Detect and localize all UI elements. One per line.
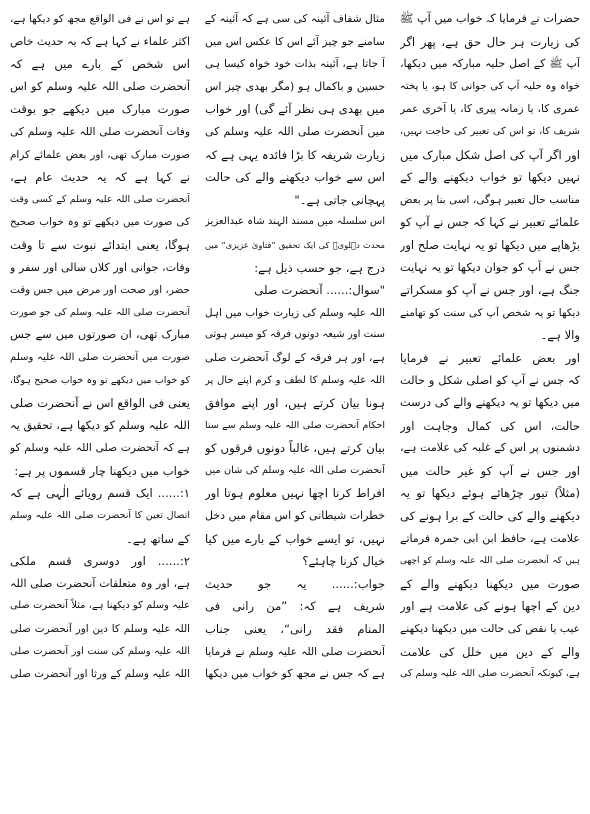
text-line: ہونا بیان کرتے ہیں، اور اپنے موافق (205, 396, 385, 411)
text-line: آنحضرت صلی اللہ علیہ وسلم کو اس (10, 79, 190, 93)
text-line: اس شخص کے بارے میں ہے کہ (10, 57, 190, 72)
text-line: اللہ علیہ وسلم کا لطف و کرم اپنے حال پر (205, 374, 385, 386)
text-line: اللہ علیہ وسلم کے ورثا اور آنحضرت صلی (10, 668, 190, 681)
text-line: وفات آنحضرت صلی اللہ علیہ وسلم کی (10, 124, 190, 138)
text-line: خطرات شیطانی کو اس مقام میں دخل (205, 509, 385, 523)
text-line: جواب:...... یہ جو حدیث (205, 576, 385, 591)
text-line: وفات، جوانی اور کلاں سالی اور سفر و (10, 260, 190, 274)
text-line: نہیں، تو ایسے خواب کے بارے میں کیا (205, 531, 385, 546)
text-line: دیکھا تو یہ شخص آپ کی سنت کو تھامنے (400, 306, 580, 319)
text-line: ہے کہ جس نے مجھ کو خواب میں دیکھا (205, 667, 385, 681)
text-line: کے ساتھ ہے۔ (126, 531, 190, 546)
text-line: ہے، کیونکہ آنحضرت صلی اللہ علیہ وسلم کی (400, 668, 580, 680)
text-column-middle (205, 8, 385, 806)
text-line: اس سلسلہ میں مسند الہند شاہ عبدالعزیز (205, 216, 385, 228)
text-line: بیان کرتے ہیں، غالباً دونوں فرقوں کو (205, 441, 385, 456)
text-line: آنحضرت صلی اللہ علیہ وسلم نے فرمایا (205, 644, 385, 658)
text-line: اور جس نے آپ کو غیر حالت میں (400, 463, 580, 478)
text-line: شریف کا، تو اس کی تعبیر کی حاجت نہیں، (400, 125, 580, 137)
text-line: مناسب حال تعبیر ہوگی، اسی بنا پر بعض (400, 193, 580, 206)
text-line: اللہ علیہ وسلم کا دین اور آنحضرت صلی (10, 623, 190, 636)
text-line: مثال شفاف آئینہ کی سی ہے کہ آئینہ کے (205, 12, 385, 25)
text-line: آنحضرت صلی اللہ علیہ وسلم کی جو صورت (10, 306, 190, 318)
text-line: حالت، اس کی کمال وجاہت اور (400, 418, 580, 433)
text-line: کی صورت میں دیکھے تو وہ خواب صحیح (10, 216, 190, 229)
text-line: سنت اور شیعہ دونوں فرقہ کو میسر ہوتی (205, 329, 385, 341)
text-line: ہے، اور وہ متعلقات آنحضرت صلی اللہ (10, 576, 190, 590)
text-line: اللہ علیہ وسلم کی زیارت خواب میں اہل (205, 306, 385, 319)
text-line: جنگ ہے، اور جس نے آپ کو مسکراتے (400, 283, 580, 298)
text-line: درج ہے، جو حسب ذیل ہے: (254, 260, 385, 275)
text-line: (مثلاً) تیور چڑھائے ہوئے دیکھا تو یہ (400, 486, 580, 501)
text-line: کی زیارت ہر حال حق ہے، پھر اگر (400, 34, 580, 49)
text-line: ۱:...... ایک قسم رویائے الٰہی ہے کہ (10, 486, 190, 501)
text-line: محدث دہلویؒ کی ایک تحقیق ”فتاویٰ عزیزی“ میں (205, 239, 385, 250)
text-line: حضرات نے فرمایا کہ خواب میں آپ ﷺ (400, 12, 580, 25)
text-line: علیہ وسلم کو دیکھنا ہے، مثلاً آنحضرت صلی (10, 600, 190, 612)
text-line: مبارک تھی، ان صورتوں میں سے جس (10, 328, 190, 342)
text-column-right (400, 8, 580, 806)
text-line: آنحضرت صلی اللہ علیہ وسلم کی شان میں (205, 464, 385, 476)
text-line: صورت مبارک میں دیکھے جو بوقت (10, 102, 190, 117)
text-line: زیارت شریفہ کا بڑا فائدہ یہی ہے کہ (205, 147, 385, 162)
text-line: پہچانی جاتی ہے۔" (294, 192, 385, 207)
text-line: نے کہا ہے کہ یہ حدیث عام ہے، (10, 170, 190, 185)
text-line: میں دیکھا تو یہ دیکھنے والے کی درست (400, 396, 580, 410)
text-line: شریف ہے کہ: ”من رانی فی (205, 599, 385, 614)
text-line: آ جاتا ہے، آئینہ بذات خود خواہ کیسا ہی (205, 57, 385, 71)
text-line: آنحضرت صلی اللہ علیہ وسلم کے کسی وقت (10, 193, 190, 205)
text-line: خواہ وہ حلیہ آپ کی جوانی کا ہو، یا پختہ (400, 80, 580, 92)
text-line: خواب میں دیکھنا چار قسموں پر ہے: (14, 463, 190, 478)
text-line: والے کے دین میں خلل کی علامت (400, 644, 580, 659)
text-line: افراط کرنا اچھا نہیں معلوم ہوتا اور (205, 486, 385, 501)
text-line: اللہ علیہ وسلم کو دیکھا ہے، تحقیق یہ (10, 418, 190, 432)
text-line: احکام آنحضرت صلی اللہ علیہ وسلم سے سنا (205, 419, 385, 431)
text-line: والا ہے۔ (540, 328, 580, 343)
text-line: اکثر علماء نے کہا ہے کہ یہ حدیث خاص (10, 34, 190, 48)
text-line: نہیں دیکھا تو خواب دیکھنے والے کے (400, 170, 580, 185)
text-line: کو خواب میں دیکھے تو وہ خواب صحیح ہوگا، (10, 374, 190, 386)
text-line: کہ جس نے آپ کو اصلی شکل و حالت (400, 373, 580, 387)
text-column-left (10, 8, 190, 806)
text-line: ۲:...... اور دوسری قسم ملکی (10, 554, 190, 569)
text-line: علمائے تعبیر نے کہا کہ جس نے آپ کو (400, 215, 580, 230)
text-line: صورت مبارک تھی، اور بعض علمائے کرام (10, 148, 190, 161)
text-line: دین کے اچھا ہونے کی علامت ہے اور (400, 599, 580, 614)
text-line: اللہ علیہ وسلم کی سنت اور آنحضرت صلی (10, 645, 190, 657)
document-page (10, 8, 580, 806)
text-line: خیال کرنا چاہئے؟ (302, 554, 385, 569)
text-line: اتصال تعین کا آنحضرت صلی اللہ علیہ وسلم (10, 510, 190, 522)
text-line: ہے تو اس نے فی الواقع مجھ کو دیکھا ہے، (10, 13, 190, 25)
text-line: اس سے خواب دیکھنے والے کی حالت (205, 170, 385, 185)
text-line: ہے کہ آنحضرت صلی اللہ علیہ وسلم کو (10, 441, 190, 455)
text-line: عمری کا، یا زمانہ پیری کا، یا آخری عمر (400, 102, 580, 116)
text-line: دیکھنے والے کی حالت کے برا ہونے کی (400, 509, 580, 524)
text-line: اور اگر آپ کی اصل شکل مبارک میں (400, 147, 580, 162)
text-line: آپ ﷺ کے اصل حلیہ مبارکہ میں دیکھا، (400, 57, 580, 71)
text-line: صورت میں آنحضرت صلی اللہ علیہ وسلم (10, 351, 190, 363)
text-line: حضر، اور صحت اور مرض میں جس وقت (10, 284, 190, 297)
text-line: بڑھاپے میں دیکھا تو یہ نہایت صلح اور (400, 237, 580, 252)
text-line: "سوال:...... آنحضرت صلی (254, 283, 385, 298)
text-line: دشمنوں پر اس کے غلبہ کی علامت ہے، (400, 441, 580, 455)
text-line: یعنی فی الواقع اس نے آنحضرت صلی (10, 396, 190, 411)
text-line: ہے، اور ہر فرقہ کے لوگ آنحضرت صلی (205, 350, 385, 364)
text-line: عیب یا نقص کی حالت میں دیکھنا دیکھنے (400, 622, 580, 636)
text-line: صورت میں دیکھنا دیکھنے والے کے (400, 576, 580, 591)
text-line: اور بعض علمائے تعبیر نے فرمایا (400, 350, 580, 365)
text-line: ہوگا، یعنی ابتدائے نبوت سے تا وقت (10, 237, 190, 252)
text-line: حسین و باکمال ہو (مگر بھدی چیز اس (205, 79, 385, 93)
text-line: ہیں کہ آنحضرت صلی اللہ علیہ وسلم کو اچھی (400, 556, 580, 567)
text-line: سامنے جو چیز آئے اس کا عکس اس میں (205, 34, 385, 48)
text-line: میں آنحضرت صلی اللہ علیہ وسلم کی (205, 124, 385, 138)
text-line: علامت ہے، حافظ ابن ابی جمرہ فرماتے (400, 531, 580, 545)
text-line: میں بھدی ہی نظر آئے گی) اور خواب (205, 102, 385, 117)
text-line: المنام فقد رانی“، یعنی جناب (205, 622, 385, 637)
text-line: جس نے آپ کو جوان دیکھا تو یہ نہایت (400, 260, 580, 274)
